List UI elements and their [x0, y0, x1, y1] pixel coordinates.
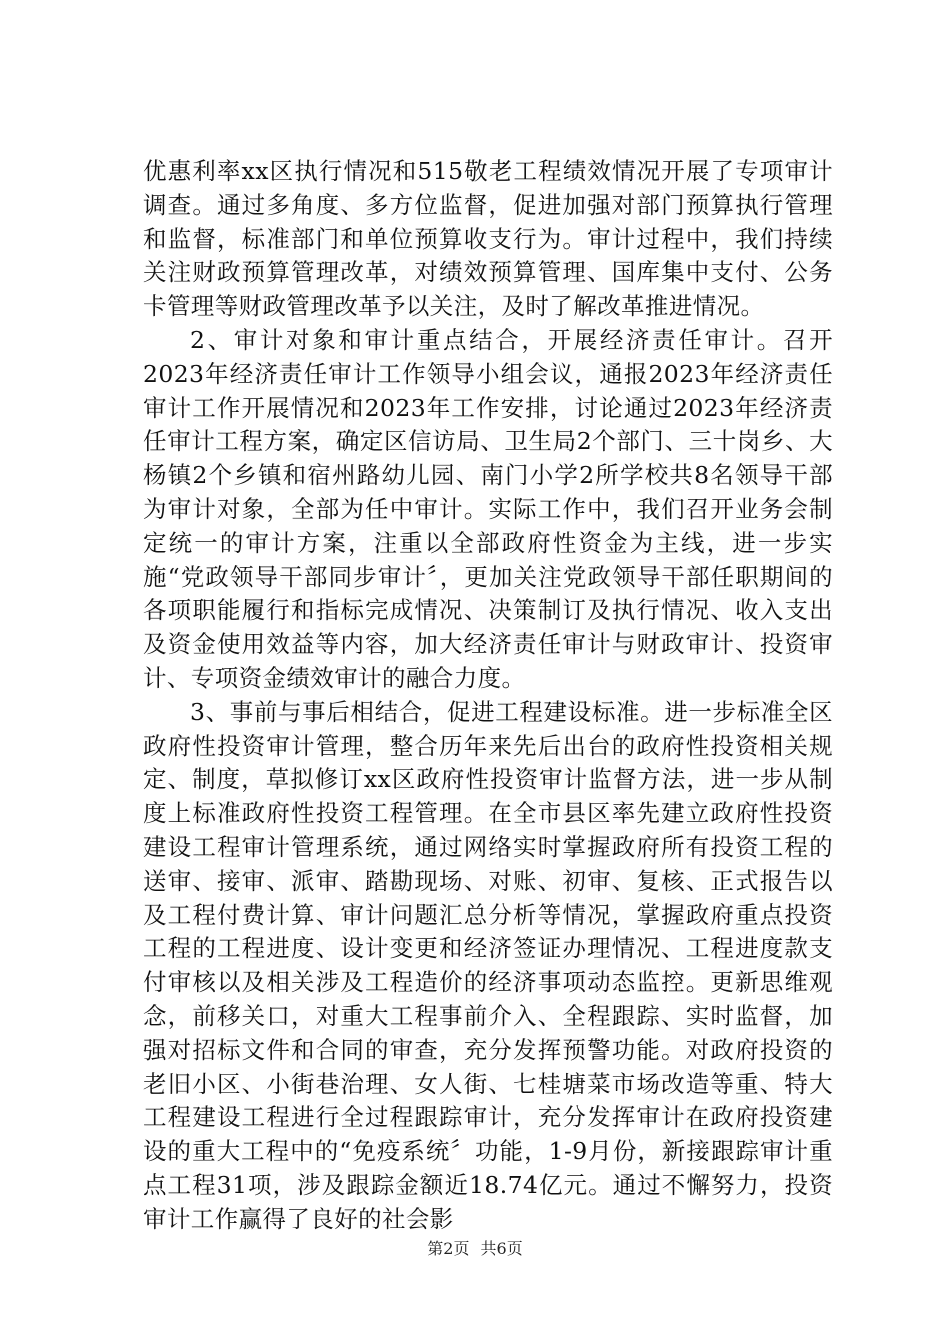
- page-number: 第2页: [427, 1239, 470, 1258]
- page-total: 共6页: [480, 1239, 523, 1258]
- page-footer: [0, 1236, 950, 1259]
- paragraph-continuation: 优惠利率xx区执行情况和515敬老工程绩效情况开展了专项审计调查。通过多角度、多方位监督，促进加强对部门预算执行管理和监督，标准部门和单位预算收支行为。审计过程中，我们持续关注财政预算管理改革，对绩效预算管理、国库集中支付、公务卡管理等财政管理改革予以关注，及时了解改革推进情况。: [143, 157, 833, 321]
- body-text: [143, 155, 833, 1237]
- paragraph-engineering-audit: 3、事前与事后相结合，促进工程建设标准。进一步标准全区政府性投资审计管理，整合历年来先后出台的政府性投资相关规定、制度，草拟修订xx区政府性投资审计监督方法，进一步从制度上标准政府性投资工程管理。在全市县区率先建立政府性投资建设工程审计管理系统，通过网络实时掌握政府所有投资工程的送审、接审、派审、踏勘现场、对账、初审、复核、正式报告以及工程付费计算、审计问题汇总分析等情况，掌握政府重点投资工程的工程进度、设计变更和经济签证办理情况、工程进度款支付审核以及相关涉及工程造价的经济事项动态监控。更新思维观念，前移关口，对重大工程事前介入、全程跟踪、实时监督，加强对招标文件和合同的审查，充分发挥预警功能。对政府投资的老旧小区、小街巷治理、女人街、七桂塘菜市场改造等重、特大工程建设工程进行全过程跟踪审计，充分发挥审计在政府投资建设的重大工程中的“免疫系统〞功能，1-9月份，新接跟踪审计重点工程31项，涉及跟踪金额近18.74亿元。通过不懈努力，投资审计工作赢得了良好的社会影: [143, 697, 833, 1233]
- paragraph-economic-responsibility-audit: 2、审计对象和审计重点结合，开展经济责任审计。召开2023年经济责任审计工作领导小组会议，通报2023年经济责任审计工作开展情况和2023年工作安排，讨论通过2023年经济责任审计工程方案，确定区信访局、卫生局2个部门、三十岗乡、大杨镇2个乡镇和宿州路幼儿园、南门小学2所学校共8名领导干部为审计对象，全部为任中审计。实际工作中，我们召开业务会制定统一的审计方案，注重以全部政府性资金为主线，进一步实施“党政领导干部同步审计〞，更加关注党政领导干部任职期间的各项职能履行和指标完成情况、决策制订及执行情况、收入支出及资金使用效益等内容，加大经济责任审计与财政审计、投资审计、专项资金绩效审计的融合力度。: [143, 325, 833, 692]
